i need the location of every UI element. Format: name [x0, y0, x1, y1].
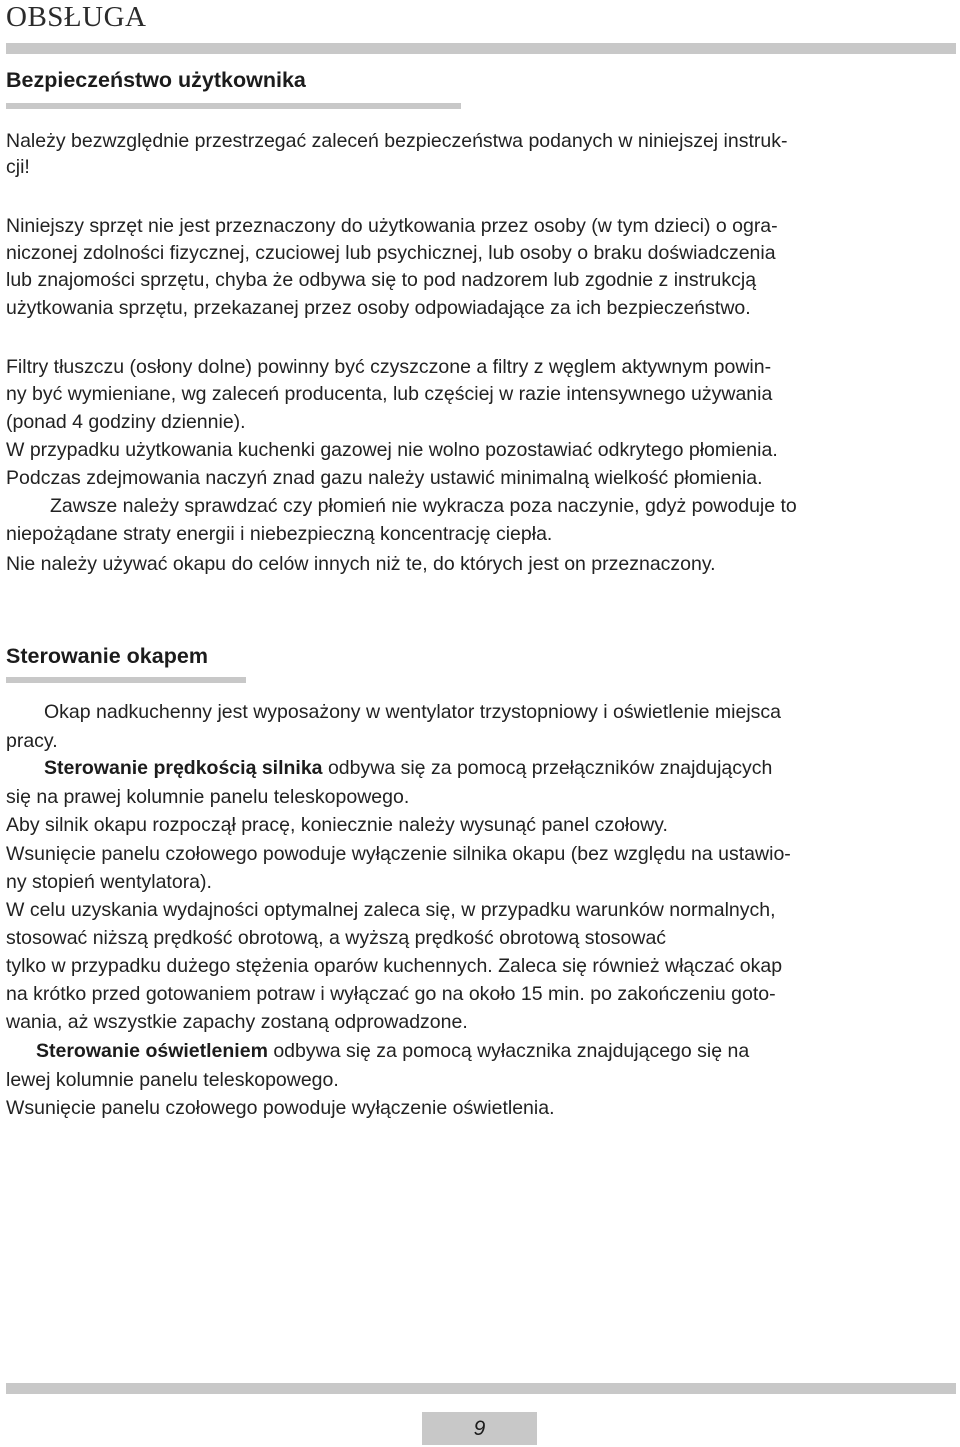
text-line: niczonej zdolności fizycznej, czuciowej lub psychicznej, lub osoby o braku doświadczenia [6, 242, 776, 264]
text-line: W celu uzyskania wydajności optymalnej zaleca się, w przypadku warunków normalnych, [6, 899, 776, 921]
text-run: odbywa się za pomocą przełączników znajdujących [322, 757, 773, 779]
bold-term-motor-speed: Sterowanie prędkością silnika [44, 757, 323, 779]
text-line: Okap nadkuchenny jest wyposażony w wentylator trzystopniowy i oświetlenie miejsca [44, 701, 782, 723]
text-line: lub znajomości sprzętu, chyba że odbywa się to pod nadzorem lub zgodnie z instrukcją [6, 269, 757, 291]
text-line: stosować niższą prędkość obrotową, a wyższą prędkość obrotową stosować [6, 927, 667, 949]
section-rule-safety [6, 103, 461, 109]
text-line: Wsunięcie panelu czołowego powoduje wyłączenie silnika okapu (bez względu na ustawio- [6, 843, 791, 865]
section-rule-control [6, 677, 246, 683]
footer-rule [6, 1383, 956, 1394]
page-number: 9 [473, 1417, 486, 1440]
text-line: Wsunięcie panelu czołowego powoduje wyłączenie oświetlenia. [6, 1097, 555, 1119]
text-line: Aby silnik okapu rozpoczął pracę, koniecznie należy wysunąć panel czołowy. [6, 814, 668, 836]
page-title: OBSŁUGA [6, 1, 147, 33]
bold-term-lighting-control: Sterowanie oświetleniem [36, 1040, 268, 1062]
text-line: cji! [6, 156, 30, 178]
section-heading-control: Sterowanie okapem [6, 644, 208, 668]
text-line: W przypadku użytkowania kuchenki gazowej nie wolno pozostawiać odkrytego płomienia. [6, 439, 778, 461]
text-line [44, 756, 772, 780]
text-line: wania, aż wszystkie zapachy zostaną odprowadzone. [6, 1011, 468, 1033]
text-line: się na prawej kolumnie panelu teleskopowego. [6, 786, 410, 808]
text-line [36, 1039, 749, 1063]
section-heading-safety: Bezpieczeństwo użytkownika [6, 68, 306, 92]
text-line: niepożądane straty energii i niebezpieczną koncentrację ciepła. [6, 523, 553, 545]
text-line: Nie należy używać okapu do celów innych niż te, do których jest on przeznaczony. [6, 553, 716, 575]
text-line: na krótko przed gotowaniem potraw i wyłączać go na około 15 min. po zakończeniu goto- [6, 983, 776, 1005]
text-run: odbywa się za pomocą wyłacznika znajdującego się na [267, 1040, 750, 1062]
text-line: ny być wymieniane, wg zaleceń producenta, lub częściej w razie intensywnego używania [6, 383, 773, 405]
text-line: (ponad 4 godziny dziennie). [6, 411, 246, 433]
text-line: Zawsze należy sprawdzać czy płomień nie wykracza poza naczynie, gdyż powoduje to [50, 495, 797, 517]
text-line: Należy bezwzględnie przestrzegać zaleceń bezpieczeństwa podanych w niniejszej instruk- [6, 130, 788, 152]
text-line: lewej kolumnie panelu teleskopowego. [6, 1069, 339, 1091]
title-rule [6, 43, 956, 54]
text-line: Niniejszy sprzęt nie jest przeznaczony do użytkowania przez osoby (w tym dzieci) o ogra- [6, 215, 778, 237]
text-line: ny stopień wentylatora). [6, 871, 212, 893]
page-number-box [422, 1412, 537, 1445]
text-line: Filtry tłuszczu (osłony dolne) powinny być czyszczone a filtry z węglem aktywnym powin- [6, 356, 772, 378]
text-line: pracy. [6, 730, 58, 752]
text-line: Podczas zdejmowania naczyń znad gazu należy ustawić minimalną wielkość płomienia. [6, 467, 763, 489]
text-line: tylko w przypadku dużego stężenia oparów kuchennych. Zaleca się również włączać okap [6, 955, 783, 977]
text-line: użytkowania sprzętu, przekazanej przez osoby odpowiadające za ich bezpieczeństwo. [6, 297, 751, 319]
